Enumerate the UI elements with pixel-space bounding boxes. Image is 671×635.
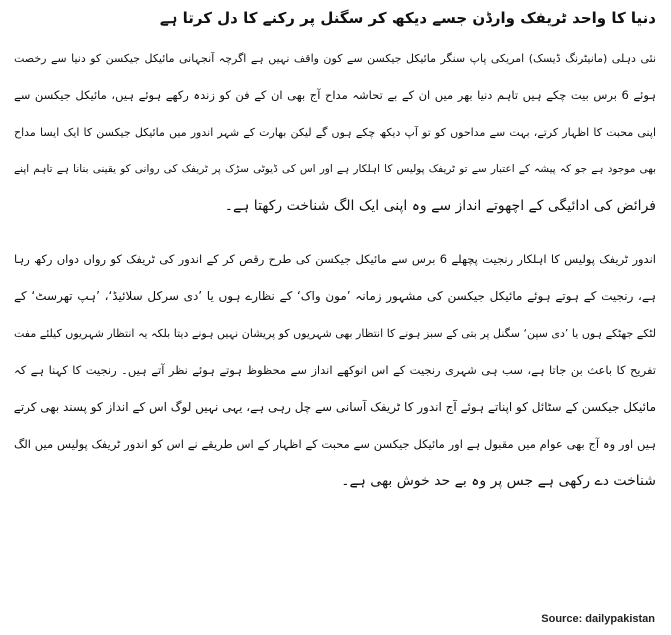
paragraph-line: ہوئے 6 برس بیت چکے ہیں تاہم دنیا بھر میں ان کے بے تحاشہ مداح آج بھی ان کے فن کو زندہ رکھے ہوئے ہیں، مائیکل جیکسن سے — [14, 88, 656, 102]
paragraph-line: بھی موجود ہے جو کہ پیشہ کے اعتبار سے تو ٹریفک پولیس کا اہلکار ہے اور اس کی ڈیوٹی سڑک پر ٹریفک کی روانی کو یقینی بنانا ہے تاہم اپنے — [14, 163, 656, 175]
paragraph-line: ہیں اور وہ آج بھی عوام میں مقبول ہے اور مائیکل جیکسن سے محبت کے اظہار کے اس طریقے نے اس کو اندور ٹریفک پولیس میں الگ — [14, 437, 656, 451]
paragraph-line: اپنی محبت کا اظہار کرتے، بہت سے مداحوں کو تو آپ دیکھ چکے ہوں گے لیکن بھارت کے شہر اندور میں مائیکل جیکسن کا ایک ایسا مداح — [14, 126, 656, 139]
article — [14, 0, 656, 635]
paragraph-line: ہے، رنجیت کے ہوتے ہوئے مائیکل جیکسن کی مشہور زمانہ ’مون واک‘ کے نظارے ہوں یا ’دی سرکل سلائیڈ‘، ’ہپ تھرسٹ‘ کے — [14, 289, 656, 303]
paragraph-line: تفریح کا باعث بن جاتا ہے، سب ہی شہری رنجیت کے اس انوکھے انداز سے محظوظ ہوتے ہوئے نظر آتے ہیں۔ رنجیت کا کہنا ہے کہ — [14, 363, 656, 377]
paragraph-line: فرائض کی ادائیگی کے اچھوتے انداز سے وہ اپنی ایک الگ شناخت رکھتا ہے۔ — [224, 198, 656, 214]
article-headline: دنیا کا واحد ٹریفک وارڈن جسے دیکھ کر سگنل پر رکنے کا دل کرتا ہے — [159, 9, 656, 27]
paragraph-line: شناخت دے رکھی ہے جس پر وہ بے حد خوش بھی ہے۔ — [341, 473, 656, 489]
source-credit: Source: dailypakistan — [541, 613, 655, 625]
paragraph-line: نئی دہلی (مانیٹرنگ ڈیسک) امریکی پاپ سنگر مائیکل جیکسن سے کون واقف نہیں ہے اگرچہ آنجہانی مائیکل جیکسن کو دنیا سے رخصت — [14, 52, 656, 65]
paragraph-line: اندور ٹریفک پولیس کا اہلکار رنجیت پچھلے 6 برس سے مائیکل جیکسن کی طرح رقص کر کے اندور کی ٹریفک کو رواں دواں رکھ رہا — [14, 252, 656, 266]
article-paragraph-1 — [14, 40, 656, 225]
article-paragraph-2 — [14, 241, 656, 500]
paragraph-line: مائیکل جیکسن کے سٹائل کو اپناتے ہوئے آج اندور کا ٹریفک آسانی سے چل رہی ہے، یہی نہیں لوگ اس کے انداز کو پسند بھی کرتے — [13, 400, 656, 414]
paragraph-line: لٹکے جھٹکے ہوں یا ’دی سپن‘ سگنل پر بتی کے سبز ہونے کا انتظار بھی شہریوں کو پریشان نہیں ہونے دیتا بلکہ یہ انتظار شہریوں کیلئے مفت — [14, 327, 656, 340]
